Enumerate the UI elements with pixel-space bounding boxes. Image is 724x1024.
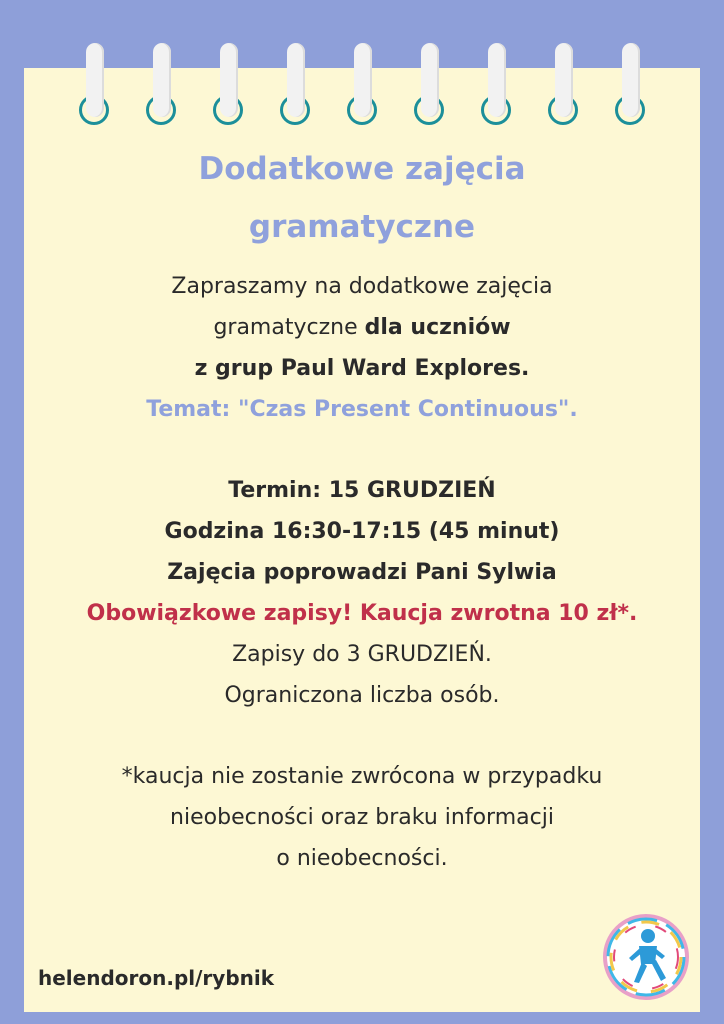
teacher-line: Zajęcia poprowadzi Pani Sylwia	[167, 560, 557, 585]
intro-line-3: z grup Paul Ward Explores.	[194, 356, 530, 381]
flyer-content	[24, 140, 700, 879]
website-url: helendoron.pl/rybnik	[38, 966, 275, 990]
warning-line: Obowiązkowe zapisy! Kaucja zwrotna 10 zł*.	[86, 601, 638, 626]
topic-line: Temat: "Czas Present Continuous".	[146, 397, 578, 422]
title-line-2: gramatyczne	[248, 209, 476, 245]
title-line-1: Dodatkowe zajęcia	[198, 151, 526, 187]
spiral-ring	[346, 43, 380, 125]
intro-line-1: Zapraszamy na dodatkowe zajęcia	[171, 274, 553, 299]
helen-doron-logo-icon	[601, 912, 691, 1002]
limited-seats-line: Ograniczona liczba osób.	[224, 683, 500, 708]
spiral-ring	[480, 43, 514, 125]
spiral-ring	[614, 43, 648, 125]
spiral-ring	[212, 43, 246, 125]
spiral-ring	[413, 43, 447, 125]
date-line: Termin: 15 GRUDZIEŃ	[228, 478, 496, 503]
footnote-line-3: o nieobecności.	[276, 846, 448, 871]
hours-line: Godzina 16:30-17:15 (45 minut)	[164, 519, 560, 544]
signup-deadline-line: Zapisy do 3 GRUDZIEŃ.	[232, 642, 492, 667]
intro-line-2-bold: dla uczniów	[364, 315, 511, 340]
spiral-ring	[279, 43, 313, 125]
spiral-ring	[547, 43, 581, 125]
spiral-ring	[78, 43, 112, 125]
intro-line-2	[24, 307, 700, 348]
spiral-ring	[145, 43, 179, 125]
intro-line-2-plain: gramatyczne	[213, 315, 365, 340]
footnote-line-1: *kaucja nie zostanie zwrócona w przypadku	[121, 764, 603, 789]
footnote-line-2: nieobecności oraz braku informacji	[170, 805, 554, 830]
